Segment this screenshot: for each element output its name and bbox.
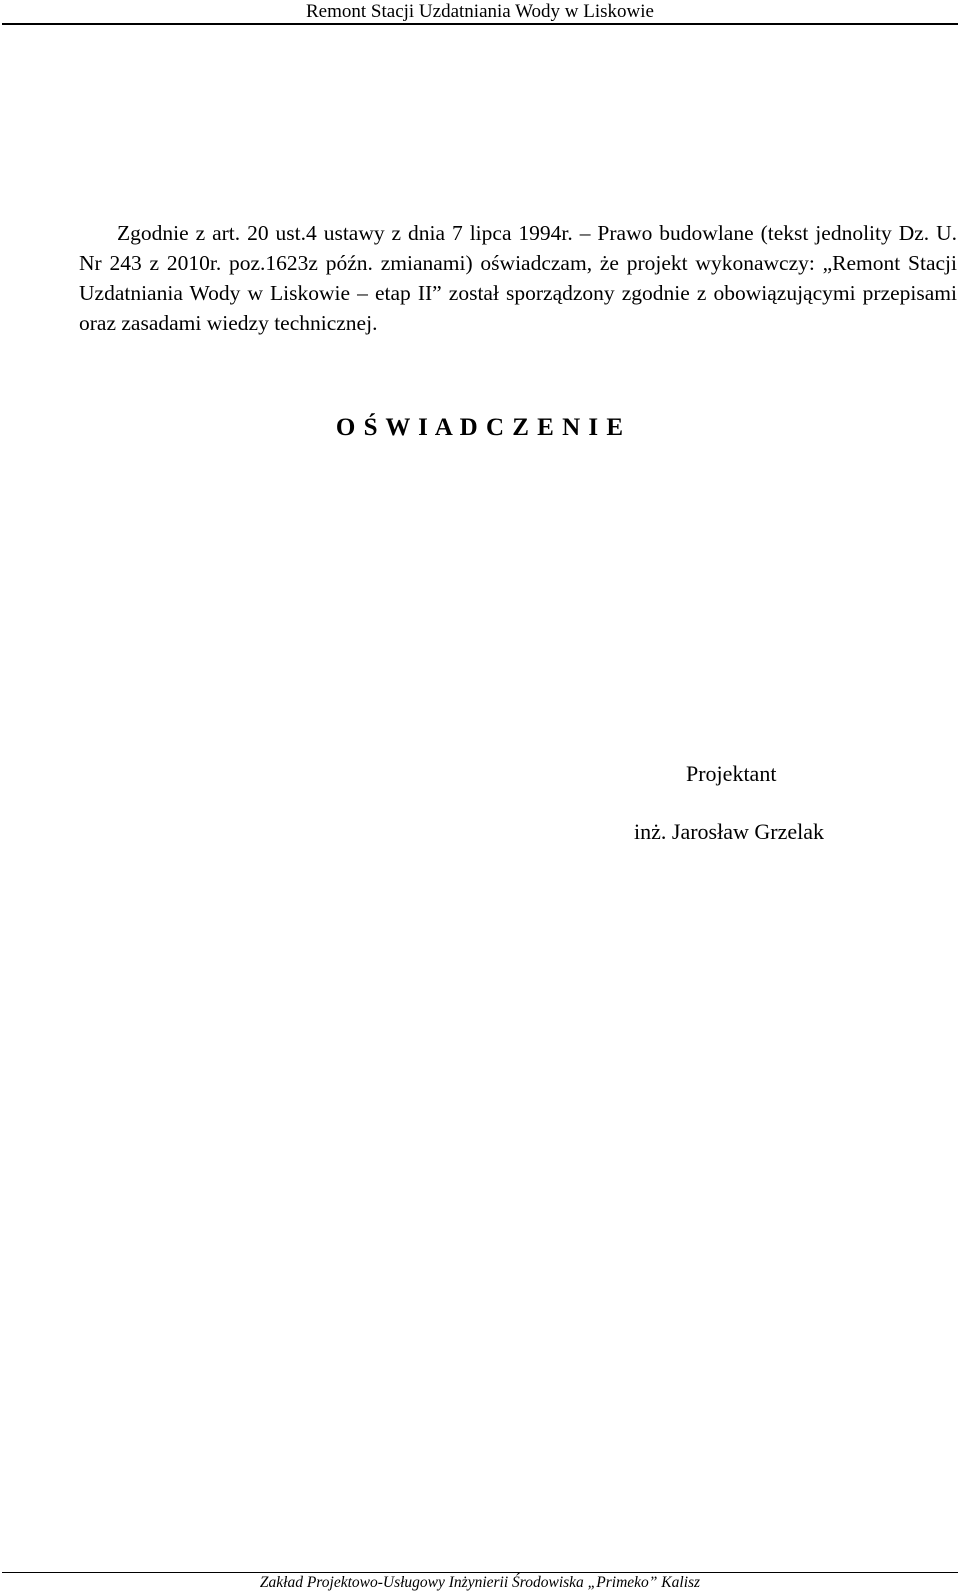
- running-header-title: Remont Stacji Uzdatniania Wody w Liskowie: [306, 1, 654, 22]
- signature-name: inż. Jarosław Grzelak: [634, 819, 824, 844]
- document-title: O Ś W I A D C Z E N I E: [335, 414, 625, 441]
- footer-divider: [2, 1572, 958, 1573]
- header-divider: [2, 23, 958, 25]
- signature-role: Projektant: [686, 761, 777, 786]
- running-footer-company: Zakład Projektowo-Usługowy Inżynierii Środowiska „Primeko” Kalisz: [259, 1574, 701, 1591]
- statement-paragraph: Zgodnie z art. 20 ust.4 ustawy z dnia 7 lipca 1994r. – Prawo budowlane (tekst jednolity Dz. U. Nr 243 z 2010r. poz.1623z późn. zmianami) oświadczam, że projekt wykonawczy: „Remont Stacji Uzdatniania Wody w Liskowie – etap II” został sporządzony zgodnie z obowiązującymi przepisami oraz zasadami wiedzy technicznej.: [79, 221, 957, 335]
